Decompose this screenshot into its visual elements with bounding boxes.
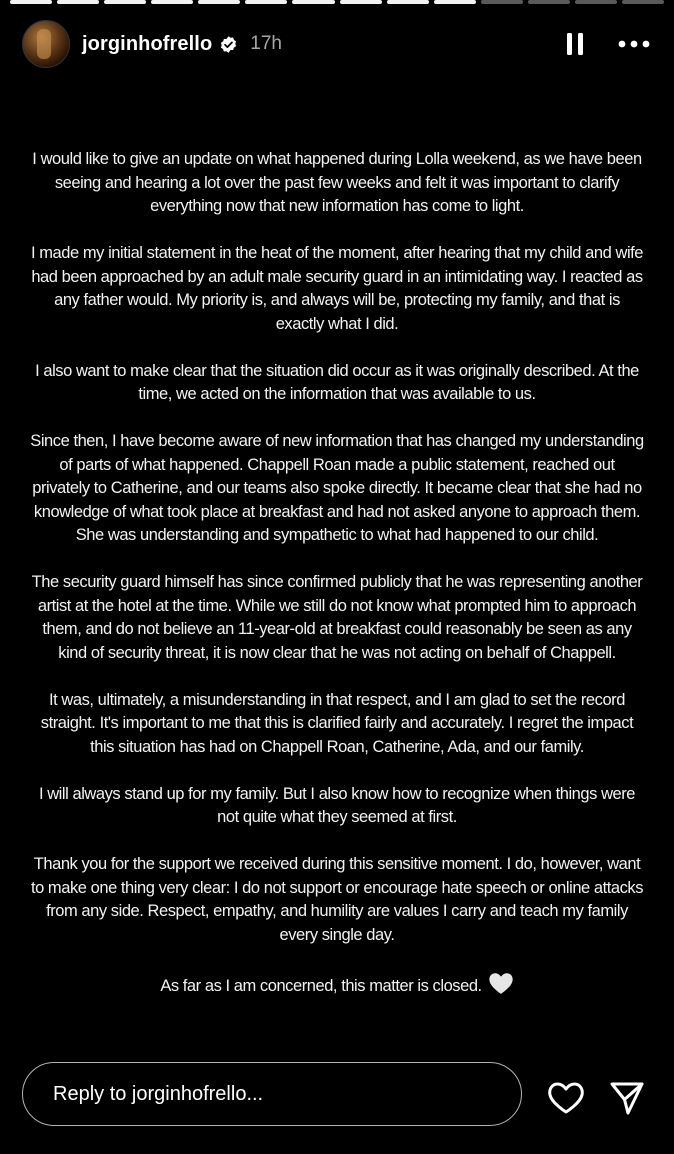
- story-progress-segment: [151, 0, 193, 4]
- story-paragraph: Thank you for the support we received during this sensitive moment. I do, however, want to make one thing very clear: I do not support or encourage hate speech or online attacks from any side. Respect, empathy, and humility are values I carry and teach my family every single day.: [30, 855, 644, 944]
- story-paragraph: The security guard himself has since confirmed publicly that he was representing another artist at the hotel at the time. While we still do not know what prompted him to approach them, and do not believe an 11-year-old at breakfast could reasonably be seen as any kind of security threat, it is now clear that he was not acting on behalf of Chappell.: [31, 573, 643, 662]
- story-paragraph: I will always stand up for my family. But I also know how to recognize when things were not quite what they seemed at first.: [38, 784, 636, 826]
- story-header: [22, 18, 652, 70]
- closing-line: [30, 971, 644, 1003]
- story-text-body: [30, 148, 644, 1026]
- verified-badge-icon: [219, 35, 238, 54]
- story-progress-segment: [575, 0, 617, 4]
- more-options-icon[interactable]: [616, 29, 652, 59]
- story-progress-segment: [292, 0, 334, 4]
- story-progress-segment: [340, 0, 382, 4]
- story-paragraph: It was, ultimately, a misunderstanding in that respect, and I am glad to set the record straight. It's important to me that this is clarified fairly and accurately. I regret the impact this situation has had on Chappell Roan, Catherine, Ada, and our family.: [40, 690, 634, 756]
- story-progress-segment: [245, 0, 287, 4]
- story-progress-segment: [434, 0, 476, 4]
- send-share-icon[interactable]: [608, 1079, 646, 1117]
- story-progress-segment: [622, 0, 664, 4]
- story-paragraph: I also want to make clear that the situation did occur as it was originally described. At the time, we acted on the information that was available to us.: [35, 361, 639, 403]
- story-progress-segment: [528, 0, 570, 4]
- story-progress-segment: [198, 0, 240, 4]
- story-footer: [0, 1076, 674, 1154]
- story-paragraph: I would like to give an update on what happened during Lolla weekend, as we have been seeing and hearing a lot over the past few weeks and felt it was important to clarify everything now that new information has come to light.: [32, 150, 642, 215]
- reply-input[interactable]: [22, 1062, 522, 1126]
- white-heart-icon: [488, 971, 514, 1003]
- story-paragraph: I made my initial statement in the heat of the moment, after hearing that my child and wife had been approached by an adult male security guard in an intimidating way. I reacted as any father would. My priority is, and always will be, protecting my family, and that is exactly what I did.: [30, 244, 644, 333]
- username[interactable]: jorginhofrello: [82, 32, 213, 55]
- story-progress-bar: [0, 0, 674, 6]
- closing-text: As far as I am concerned, this matter is closed.: [160, 976, 482, 995]
- story-paragraph: Since then, I have become aware of new information that has changed my understanding of parts of what happened. Chappell Roan made a public statement, reached out privately to Catherine, and our teams also spoke directly. It became clear that she had no knowledge of what took place at breakfast and had not asked anyone to approach them. She was understanding and sympathetic to what had happened to our child.: [30, 432, 644, 544]
- reply-placeholder: Reply to jorginhofrello...: [53, 1082, 264, 1105]
- post-time: 17h: [250, 33, 282, 54]
- story-progress-segment: [104, 0, 146, 4]
- story-progress-segment: [10, 0, 52, 4]
- story-progress-segment: [387, 0, 429, 4]
- pause-icon[interactable]: [560, 29, 590, 59]
- story-progress-segment: [57, 0, 99, 4]
- story-progress-segment: [481, 0, 523, 4]
- like-heart-icon[interactable]: [547, 1080, 585, 1116]
- avatar[interactable]: [22, 20, 70, 68]
